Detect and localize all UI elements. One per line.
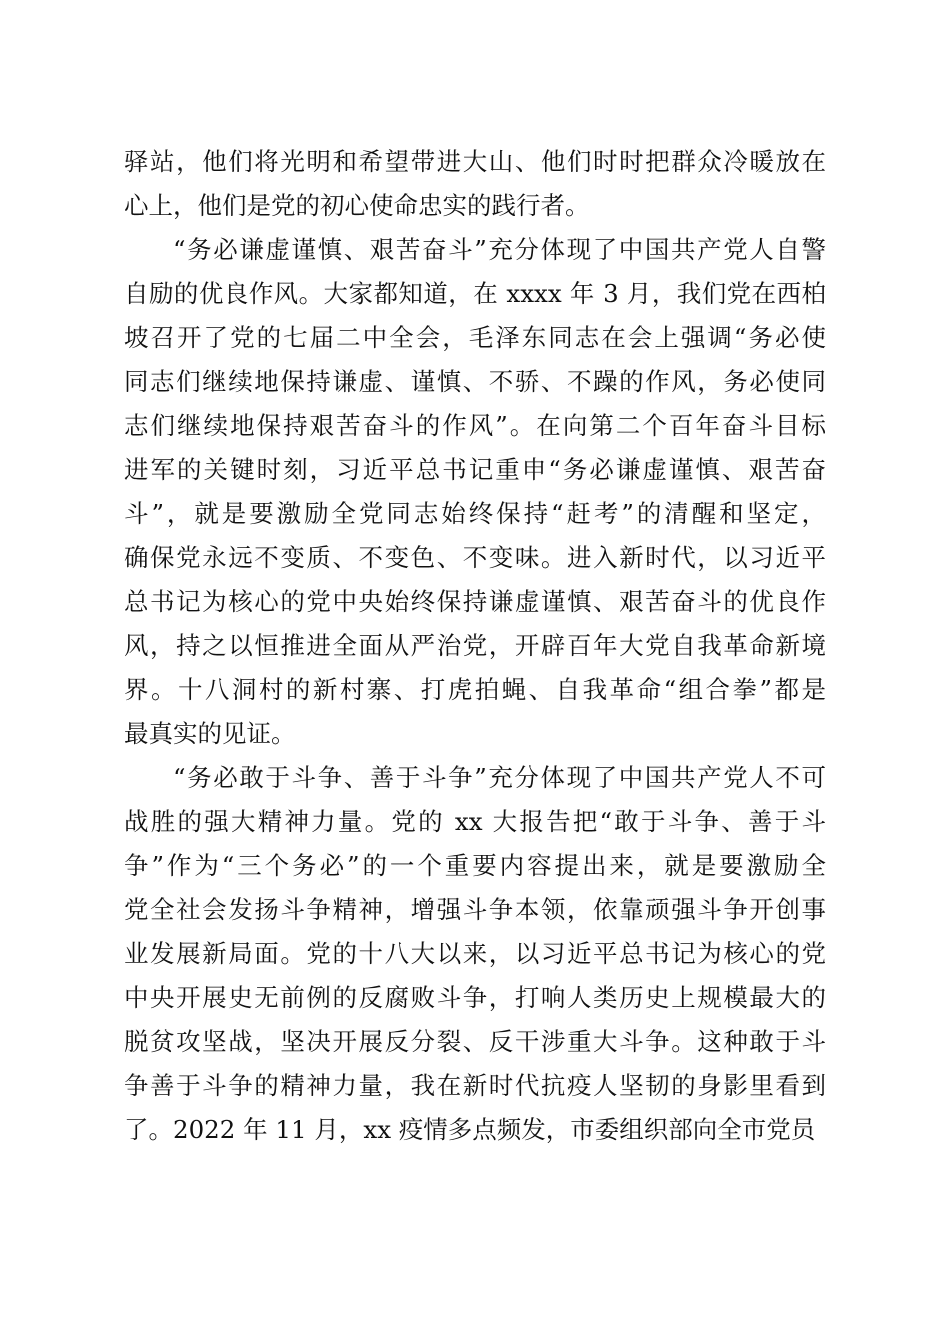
- text-line: 坡召开了党的七届二中全会，毛泽东同志在会上强调“务必使: [124, 323, 826, 352]
- text-line: 业发展新局面。党的十八大以来，以习近平总书记为核心的党: [124, 939, 826, 968]
- text-line: 驿站，他们将光明和希望带进大山、他们时时把群众冷暖放在: [124, 147, 826, 176]
- text-line: 同志们继续地保持谦虚、谨慎、不骄、不躁的作风，务必使同: [124, 367, 826, 396]
- text-line: 中央开展史无前例的反腐败斗争，打响人类历史上规模最大的: [124, 983, 826, 1012]
- text-line: “务必谦虚谨慎、艰苦奋斗”充分体现了中国共产党人自警: [173, 235, 826, 264]
- paragraph: [124, 140, 826, 228]
- text-line: 志们继续地保持艰苦奋斗的作风”。在向第二个百年奋斗目标: [124, 411, 826, 440]
- text-line: 风，持之以恒推进全面从严治党，开辟百年大党自我革命新境: [124, 631, 826, 660]
- text-line: 自励的优良作风。大家都知道，在 xxxx 年 3 月，我们党在西柏: [124, 279, 826, 308]
- text-line: 战胜的强大精神力量。党的 xx 大报告把“敢于斗争、善于斗: [124, 807, 826, 836]
- text-line: 总书记为核心的党中央始终保持谦虚谨慎、艰苦奋斗的优良作: [124, 587, 826, 616]
- text-line: 界。十八洞村的新村寨、打虎拍蝇、自我革命“组合拳”都是: [124, 675, 826, 704]
- text-line: 斗”，就是要激励全党同志始终保持“赶考”的清醒和坚定，: [124, 499, 826, 528]
- document-body: [124, 140, 826, 1152]
- paragraph: [124, 228, 826, 756]
- text-line: 确保党永远不变质、不变色、不变味。进入新时代，以习近平: [124, 543, 826, 572]
- text-line: 最真实的见证。: [124, 719, 296, 748]
- text-line: 进军的关键时刻，习近平总书记重申“务必谦虚谨慎、艰苦奋: [124, 455, 826, 484]
- text-line: 争善于斗争的精神力量，我在新时代抗疫人坚韧的身影里看到: [124, 1071, 826, 1100]
- paragraph: [124, 756, 826, 1152]
- text-line: 党全社会发扬斗争精神，增强斗争本领，依靠顽强斗争开创事: [124, 895, 826, 924]
- text-line: 争”作为“三个务必”的一个重要内容提出来，就是要激励全: [124, 851, 826, 880]
- text-line: 心上，他们是党的初心使命忠实的践行者。: [124, 191, 590, 220]
- text-line: 脱贫攻坚战，坚决开展反分裂、反干涉重大斗争。这种敢于斗: [124, 1027, 826, 1056]
- text-line: “务必敢于斗争、善于斗争”充分体现了中国共产党人不可: [173, 763, 826, 792]
- text-line: 了。2022 年 11 月，xx 疫情多点频发，市委组织部向全市党员: [124, 1115, 816, 1144]
